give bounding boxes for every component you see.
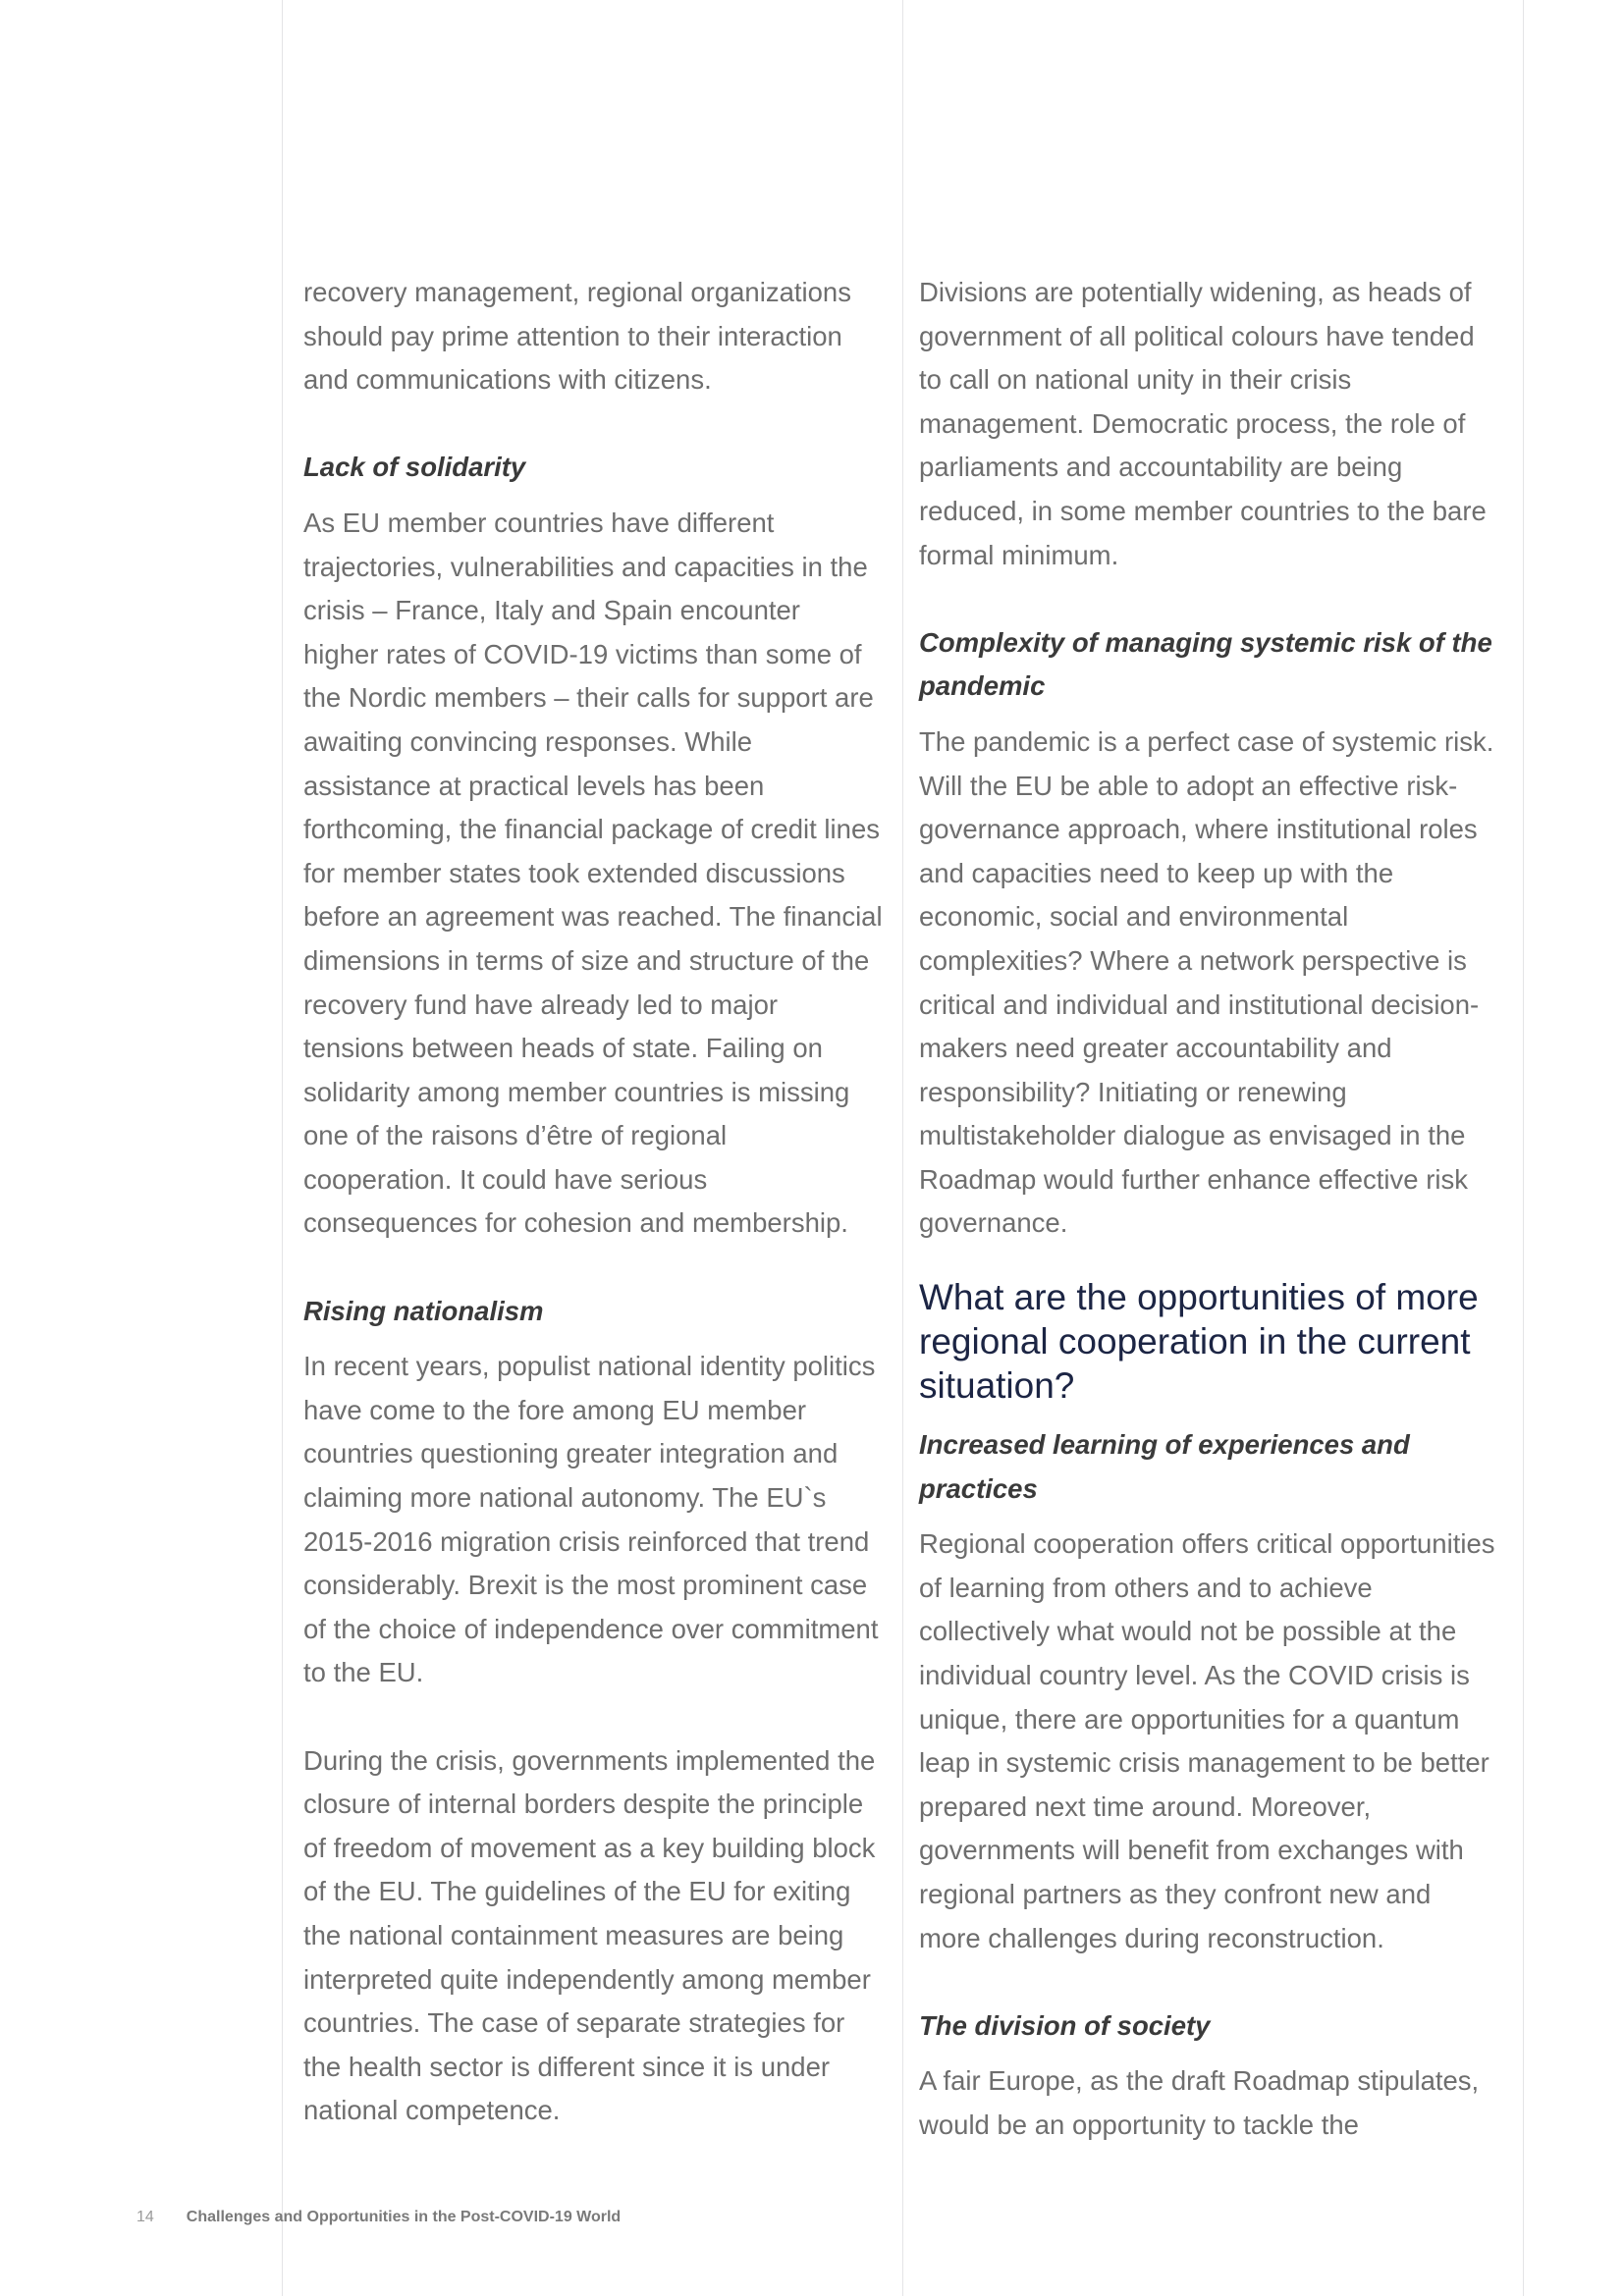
intro-paragraph: recovery management, regional organizations should pay prime attention to their interaction and communications with citizens. (303, 277, 851, 396)
column-divider-middle (902, 0, 903, 2296)
page-number: 14 (136, 2209, 154, 2225)
section-heading-solidarity: Lack of solidarity (303, 452, 526, 483)
column-divider-left (282, 0, 283, 2296)
section-body-division: A fair Europe, as the draft Roadmap stipulates, would be an opportunity to tackle the (919, 2065, 1480, 2140)
column-divider-right (1523, 0, 1524, 2296)
opportunities-heading: What are the opportunities of more regional cooperation in the current situation? (919, 1277, 1479, 1407)
section-body-nationalism-1: In recent years, populist national identity politics have come to the fore among EU member countries questioning greater integration and claiming more national autonomy. The EU`s 2015-2016 migration crisis reinforced that trend considerably. Brexit is the most prominent case of the choice of independence over commitment to the EU. (303, 1351, 879, 1688)
intro-paragraph-right: Divisions are potentially widening, as heads of government of all political colours have tended to call on national unity in their crisis management. Democratic process, the role of parliaments and accountability are being reduced, in some member countries to the bare formal minimum. (919, 277, 1487, 570)
section-body-learning: Regional cooperation offers critical opportunities of learning from others and to achieve collectively what would not be possible at the individual country level. As the COVID crisis is unique, there are opportunities for a quantum leap in systemic crisis management to be better prepared next time around. Moreover, governments will benefit from exchanges with regional partners as they confront new and more challenges during reconstruction. (919, 1528, 1495, 1953)
section-body-solidarity: As EU member countries have different trajectories, vulnerabilities and capacities in the crisis – France, Italy and Spain encounter higher rates of COVID-19 victims than some of the Nordic members – their calls for support are awaiting convincing responses. While assistance at practical levels has been forthcoming, the financial package of credit lines for member states took extended discussions before an agreement was reached. The financial dimensions in terms of size and structure of the recovery fund have already led to major tensions between heads of state. Failing on solidarity among member countries is missing one of the raisons d’être of regional cooperation. It could have serious consequences for cohesion and membership. (303, 507, 883, 1239)
page-footer (136, 2208, 621, 2227)
section-heading-division: The division of society (919, 2009, 1211, 2041)
section-body-systemic-risk: The pandemic is a perfect case of systemic risk. Will the EU be able to adopt an effective risk-governance approach, where institutional roles and capacities need to keep up with the economic, social and environmental complexities? Where a network perspective is critical and individual and institutional decision-makers need greater accountability and responsibility? Initiating or renewing multistakeholder dialogue as envisaged in the Roadmap would further enhance effective risk governance. (919, 725, 1494, 1239)
section-heading-nationalism: Rising nationalism (303, 1295, 544, 1326)
section-body-nationalism-2: During the crisis, governments implemented the closure of internal borders despite the principle of freedom of movement as a key building block of the EU. The guidelines of the EU for exiting the national containment measures are being interpreted quite independently among member countries. The case of separate strategies for the health sector is different since it is under national competence. (303, 1744, 876, 2126)
publication-title: Challenges and Opportunities in the Post-COVID-19 World (186, 2209, 622, 2225)
left-column (303, 271, 883, 2133)
section-heading-systemic-risk: Complexity of managing systemic risk of the pandemic (919, 626, 1492, 702)
section-heading-learning: Increased learning of experiences and practices (919, 1429, 1410, 1504)
right-column (919, 271, 1498, 2148)
